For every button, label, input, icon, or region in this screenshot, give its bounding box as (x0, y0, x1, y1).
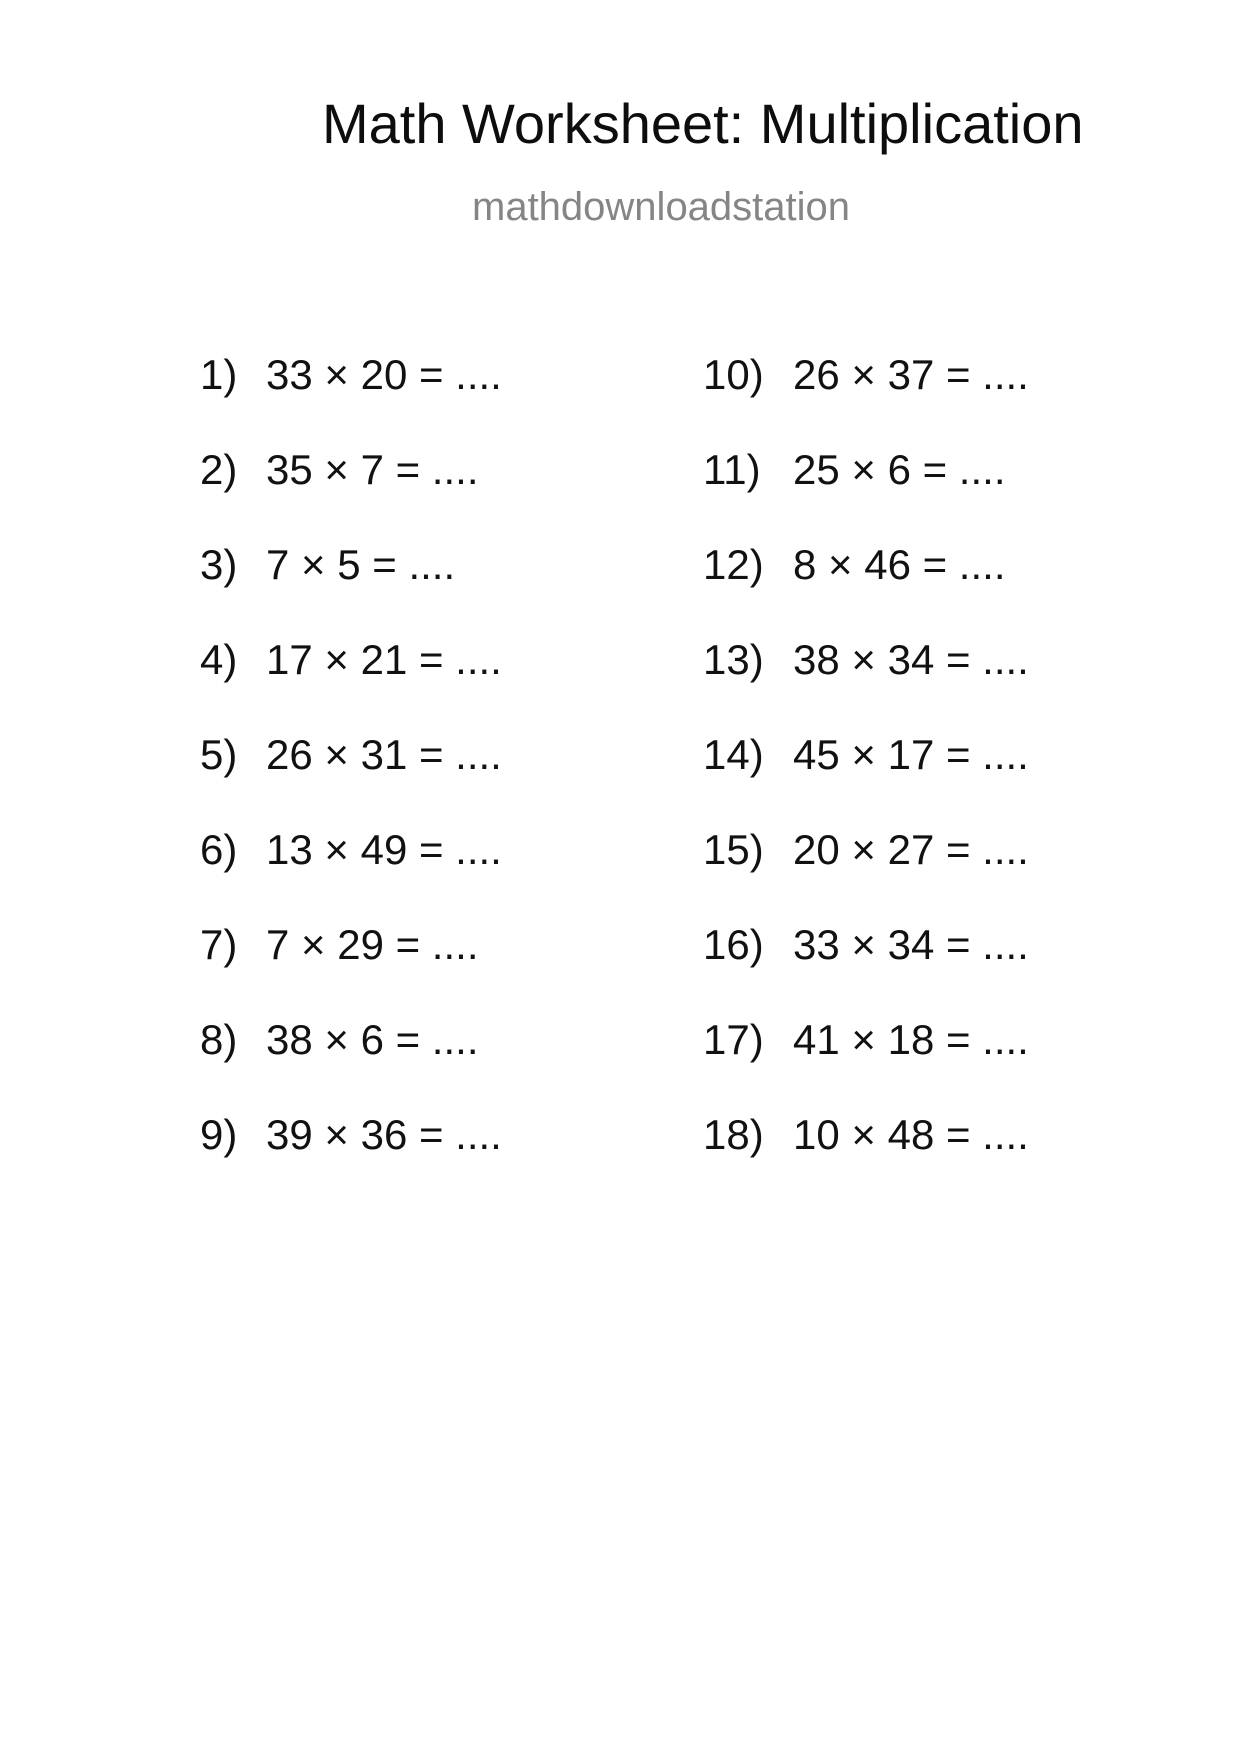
worksheet-title: Math Worksheet: Multiplication (322, 92, 1084, 155)
problem-number: 2) (200, 446, 238, 493)
problem-item (200, 1111, 502, 1209)
problem-expression: 7 × 5 = .... (266, 541, 456, 588)
problem-expression: 26 × 31 = .... (266, 731, 502, 778)
problem-expression: 20 × 27 = .... (793, 826, 1029, 873)
problem-number: 11) (703, 446, 761, 493)
problem-number: 5) (200, 731, 238, 778)
problem-item (703, 826, 1029, 924)
problem-item (200, 541, 502, 639)
problem-number: 15) (703, 826, 764, 873)
problem-number: 10) (703, 351, 764, 398)
problem-number: 18) (703, 1111, 764, 1158)
problem-expression: 45 × 17 = .... (793, 731, 1029, 778)
problem-number: 14) (703, 731, 764, 778)
problem-expression: 35 × 7 = .... (266, 446, 479, 493)
problem-number: 1) (200, 351, 238, 398)
problem-number: 6) (200, 826, 238, 873)
problems-column-right (703, 351, 1029, 1209)
problem-expression: 17 × 21 = .... (266, 636, 502, 683)
problem-item (703, 636, 1029, 734)
problem-number: 9) (200, 1111, 238, 1158)
problem-item (200, 826, 502, 924)
problem-number: 17) (703, 1016, 764, 1063)
problem-item (200, 446, 502, 544)
problem-item (703, 541, 1029, 639)
problem-item (703, 731, 1029, 829)
problem-item (703, 1111, 1029, 1209)
problem-expression: 33 × 20 = .... (266, 351, 502, 398)
problem-expression: 38 × 6 = .... (266, 1016, 479, 1063)
problem-number: 12) (703, 541, 764, 588)
problem-number: 3) (200, 541, 238, 588)
problem-expression: 39 × 36 = .... (266, 1111, 502, 1158)
problem-number: 8) (200, 1016, 238, 1063)
problem-item (703, 1016, 1029, 1114)
problem-item (200, 636, 502, 734)
problem-expression: 10 × 48 = .... (793, 1111, 1029, 1158)
worksheet-subtitle: mathdownloadstation (472, 185, 851, 229)
problem-item (200, 921, 502, 1019)
problem-number: 13) (703, 636, 764, 683)
problem-expression: 8 × 46 = .... (793, 541, 1006, 588)
problem-item (200, 351, 502, 449)
problem-item (703, 921, 1029, 1019)
problem-expression: 33 × 34 = .... (793, 921, 1029, 968)
problem-item (200, 1016, 502, 1114)
problem-expression: 26 × 37 = .... (793, 351, 1029, 398)
problem-number: 16) (703, 921, 764, 968)
problem-number: 7) (200, 921, 238, 968)
problem-expression: 7 × 29 = .... (266, 921, 479, 968)
problem-expression: 41 × 18 = .... (793, 1016, 1029, 1063)
problem-number: 4) (200, 636, 238, 683)
problem-expression: 25 × 6 = .... (793, 446, 1006, 493)
problem-expression: 38 × 34 = .... (793, 636, 1029, 683)
problem-item (703, 446, 1029, 544)
problem-item (200, 731, 502, 829)
problem-item (703, 351, 1029, 449)
problems-column-left (200, 351, 502, 1209)
problem-expression: 13 × 49 = .... (266, 826, 502, 873)
